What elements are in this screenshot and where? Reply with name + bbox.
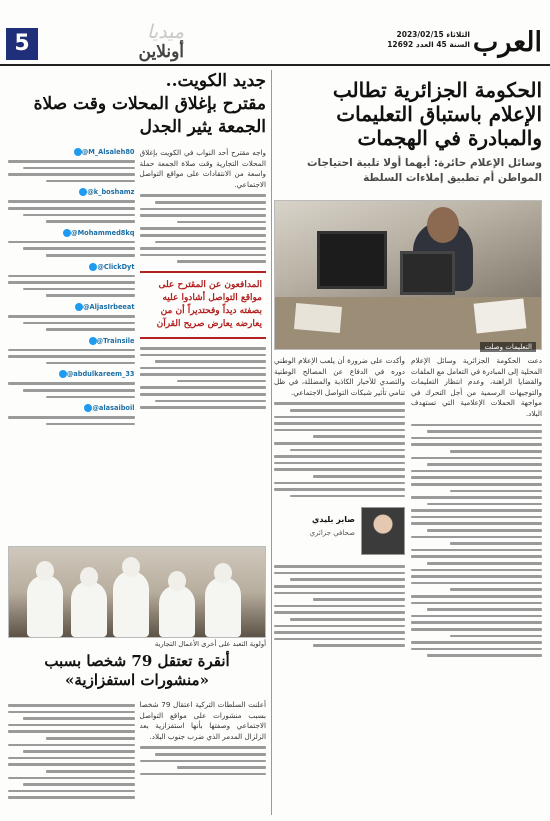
text-line [8, 200, 135, 203]
text-line [274, 462, 405, 465]
tweet-handle [8, 370, 135, 378]
twitter-icon [75, 303, 83, 311]
tweet-handle-text: @k_boshamz [87, 188, 135, 197]
text-line [450, 450, 542, 453]
text-line [140, 234, 267, 237]
text-line [274, 611, 405, 614]
text-line [411, 641, 542, 644]
tweet [8, 303, 135, 331]
main-column-1 [411, 356, 542, 794]
text-line [427, 430, 542, 433]
ankara-story-columns [8, 700, 266, 812]
text-line [155, 241, 266, 244]
text-line [8, 349, 135, 352]
text-line [8, 275, 135, 278]
text-line [274, 488, 405, 491]
text-line [8, 241, 135, 244]
text-line [411, 483, 542, 486]
author-title: صحافي جزائري [309, 529, 355, 538]
text-line [177, 766, 266, 769]
text-line [140, 773, 267, 776]
photo-figure-head [168, 571, 186, 591]
text-line [23, 717, 134, 720]
main-story-columns [274, 356, 542, 794]
ankara-text [140, 700, 267, 742]
text-line [177, 221, 266, 224]
text-line [274, 416, 405, 419]
text-line [140, 760, 267, 763]
section-title-bottom: أونلاين [138, 42, 184, 62]
text-line [140, 373, 267, 376]
photo-figure [71, 581, 107, 637]
text-line [274, 605, 405, 608]
text-line [411, 522, 542, 525]
text-line [23, 247, 134, 250]
text-line [8, 796, 135, 799]
text-line [8, 730, 135, 733]
tweet-handle-text: @ClickDyt [97, 262, 135, 271]
twitter-icon [63, 229, 71, 237]
text-line [411, 555, 542, 558]
photo-figure [27, 575, 63, 637]
photo-figure-head [122, 557, 140, 577]
author-name: صابر بليدي [312, 515, 355, 525]
ankara-headline: أنقرة تعتقل 79 شخصا بسبب «منشورات استفزازية» [44, 652, 230, 689]
text-line [177, 260, 266, 263]
text-line [8, 207, 135, 210]
photo-figure [113, 571, 149, 637]
main-lead-paragraph: دعت الحكومة الجزائرية وسائل الإعلام المحلية إلى المبادرة في التعامل مع الملفات والقضايا الراهنة، وعدم انتظار التعليمات والتوجيهات الرسمية من أجل التحرك في مواجهة الحملات الإعلامية التي تستهدف البلاد. [411, 356, 542, 418]
text-line [290, 578, 405, 581]
text-line [411, 470, 542, 473]
date-line: الثلاثاء 2023/02/15 [396, 30, 470, 39]
photo-figure [159, 585, 195, 637]
text-line [46, 180, 135, 183]
text-line [450, 588, 542, 591]
main-photo-caption: التعليمات وصلت [480, 342, 536, 352]
tweet-handle-text: @Mohammed8kq [71, 228, 135, 237]
masthead [0, 0, 550, 66]
text-line [274, 422, 405, 425]
tweet [8, 370, 135, 398]
text-line [155, 360, 266, 363]
text-line [23, 389, 134, 392]
tweet [8, 337, 135, 365]
text-line [274, 565, 405, 568]
text-line [313, 598, 405, 601]
tweet-handle [8, 229, 135, 237]
text-line [411, 437, 542, 440]
text-line [46, 362, 135, 365]
text-line [274, 638, 405, 641]
text-line [411, 575, 542, 578]
text-line [8, 711, 135, 714]
text-line [155, 753, 266, 756]
tweet-handle-text: @abdulkareem_33 [66, 370, 135, 379]
text-line [23, 288, 134, 291]
kuwait-tweets-column [8, 148, 135, 546]
text-line [450, 542, 542, 545]
tweet [8, 148, 135, 182]
photo-person-head [427, 207, 459, 243]
text-line [46, 770, 135, 773]
main-subheadline: وسائل الإعلام حائرة: أيهما أولا تلبية احتياجات المواطن أم تطبيق إملاءات السلطة [307, 157, 542, 184]
text-line [8, 777, 135, 780]
kuwait-headline-block [8, 70, 266, 139]
text-line [274, 455, 405, 458]
page-number: 5 [6, 28, 38, 60]
text-line [274, 631, 405, 634]
ankara-paragraph: أعلنت السلطات التركية اعتقال 79 شخصا بسبب منشورات على مواقع التواصل الاجتماعي وصفتها بأنها استفزازية بعد الزلزال المدمر الذي ضرب جنوب البلاد. [139, 700, 266, 741]
text-line [411, 424, 542, 427]
tweet-handle-text: @AljasIrbeeat [82, 302, 135, 311]
text-line [411, 615, 542, 618]
text-line [411, 569, 542, 572]
text-line [46, 254, 135, 257]
tweet-handle [8, 404, 135, 412]
text-line [274, 585, 405, 588]
tweet-handle [8, 337, 135, 345]
text-line [290, 409, 405, 412]
author-avatar [361, 507, 405, 555]
text-line [8, 763, 135, 766]
text-line [274, 482, 405, 485]
tweet-handle [8, 148, 135, 156]
kuwait-photo [8, 546, 266, 638]
text-line [140, 194, 267, 197]
text-line [23, 750, 134, 753]
text-line [140, 247, 267, 250]
logo-text: العرب [472, 27, 542, 58]
kuwait-photo-caption: أولوية التعبد على أخرى الأعمال التجارية [154, 640, 266, 648]
twitter-icon [59, 370, 67, 378]
kuwait-intro-paragraph: واجه مقترح أحد النواب في الكويت بإغلاق المحلات التجارية وقت صلاة الجمعة حملة واسعة من الانتقادات على مواقع التواصل الاجتماعي. [139, 148, 266, 189]
text-line [411, 621, 542, 624]
photo-monitor [317, 231, 387, 289]
text-line [427, 463, 542, 466]
photo-figure [205, 577, 241, 637]
kuwait-column-1 [140, 148, 267, 546]
main-col2-paragraph: وأكدت على ضرورة أن يلعب الإعلام الوطني دوره في الدفاع عن المصالح الوطنية والتصدي للأخبار الكاذبة والمضللة، في ظل تنامي تأثير شبكات التواصل الاجتماعي. [274, 356, 405, 397]
text-line [274, 592, 405, 595]
text-line [411, 476, 542, 479]
main-lead-text [411, 356, 542, 420]
tweet-handle [8, 263, 135, 271]
text-line [8, 160, 135, 163]
text-line [46, 294, 135, 297]
text-line [8, 173, 135, 176]
text-line [274, 625, 405, 628]
twitter-icon [74, 148, 82, 156]
text-line [427, 503, 542, 506]
text-line [411, 536, 542, 539]
text-line [23, 214, 134, 217]
text-line [427, 654, 542, 657]
text-line [23, 783, 134, 786]
text-line [8, 315, 135, 318]
text-line [8, 724, 135, 727]
newspaper-logo [472, 26, 542, 60]
photo-figure-head [36, 561, 54, 581]
main-photo [274, 200, 542, 350]
text-line [411, 496, 542, 499]
issue-line: السنة 45 العدد 12692 [387, 40, 470, 49]
text-line [140, 354, 267, 357]
photo-figure-head [214, 563, 232, 583]
text-line [427, 562, 542, 565]
photo-papers [474, 298, 527, 333]
main-column-2 [274, 356, 405, 794]
text-line [290, 495, 405, 498]
text-line [450, 635, 542, 638]
text-line [140, 214, 267, 217]
text-line [274, 429, 405, 432]
main-headline: الحكومة الجزائرية تطالب الإعلام باستباق التعليمات والمبادرة في الهجمات [332, 78, 542, 150]
text-line [140, 393, 267, 396]
text-line [274, 572, 405, 575]
text-line [46, 737, 135, 740]
kuwait-kicker: جديد الكويت.. [165, 71, 266, 91]
author-box [274, 501, 405, 559]
text-line [274, 468, 405, 471]
section-title [44, 22, 184, 62]
kuwait-intro-text [140, 148, 267, 190]
text-line [411, 582, 542, 585]
text-line [8, 281, 135, 284]
tweet-handle-text: @M_Alsaleh80 [81, 148, 135, 156]
tweet-handle [8, 188, 135, 196]
text-line [140, 208, 267, 211]
text-line [140, 746, 267, 749]
text-line [427, 608, 542, 611]
text-line [8, 416, 135, 419]
text-line [140, 227, 267, 230]
text-line [411, 628, 542, 631]
text-line [23, 167, 134, 170]
text-line [274, 402, 405, 405]
text-line [313, 435, 405, 438]
kuwait-story-columns [8, 148, 266, 546]
tweet [8, 263, 135, 297]
text-line [8, 355, 135, 358]
kuwait-headline: مقترح بإغلاق المحلات وقت صلاة الجمعة يثير الجدل [33, 94, 266, 137]
text-line [313, 475, 405, 478]
text-line [290, 618, 405, 621]
section-title-top: ميديا [147, 21, 184, 43]
text-line [8, 744, 135, 747]
text-line [140, 386, 267, 389]
text-line [8, 382, 135, 385]
text-line [177, 380, 266, 383]
text-line [23, 322, 134, 325]
text-line [411, 602, 542, 605]
tweet [8, 229, 135, 257]
tweet-handle-text: @Trainsile [96, 336, 135, 345]
text-line [46, 328, 135, 331]
text-line [411, 648, 542, 651]
ankara-column-2 [8, 700, 135, 812]
text-line [8, 790, 135, 793]
text-line [8, 757, 135, 760]
column-divider [271, 70, 272, 815]
text-line [411, 443, 542, 446]
ankara-column-1 [140, 700, 267, 812]
photo-laptop [400, 251, 455, 295]
text-line [411, 516, 542, 519]
main-col2-text [274, 356, 405, 398]
text-line [140, 254, 267, 257]
text-line [140, 367, 267, 370]
text-line [46, 396, 135, 399]
tweet-handle [8, 303, 135, 311]
text-line [274, 442, 405, 445]
twitter-icon [89, 337, 97, 345]
text-line [155, 201, 266, 204]
text-line [140, 406, 267, 409]
issue-info [387, 30, 470, 50]
text-line [411, 595, 542, 598]
kuwait-pull-quote: المدافعون عن المقترح على مواقع التواصل أشادوا عليه بصفته ديداً وفحتديراً أن من يعارضه يعارض صريح القرآن [140, 271, 267, 339]
tweet-handle-text: @alasaiboil [92, 404, 135, 413]
text-line [450, 490, 542, 493]
text-line [46, 423, 135, 426]
text-line [155, 400, 266, 403]
text-line [8, 704, 135, 707]
text-line [411, 549, 542, 552]
text-line [290, 449, 405, 452]
text-line [313, 644, 405, 647]
twitter-icon [79, 188, 87, 196]
text-line [427, 529, 542, 532]
text-line [411, 509, 542, 512]
text-line [411, 457, 542, 460]
tweet [8, 404, 135, 425]
text-line [140, 347, 267, 350]
photo-papers [294, 303, 342, 333]
photo-figure-head [80, 567, 98, 587]
tweet [8, 188, 135, 222]
text-line [46, 220, 135, 223]
